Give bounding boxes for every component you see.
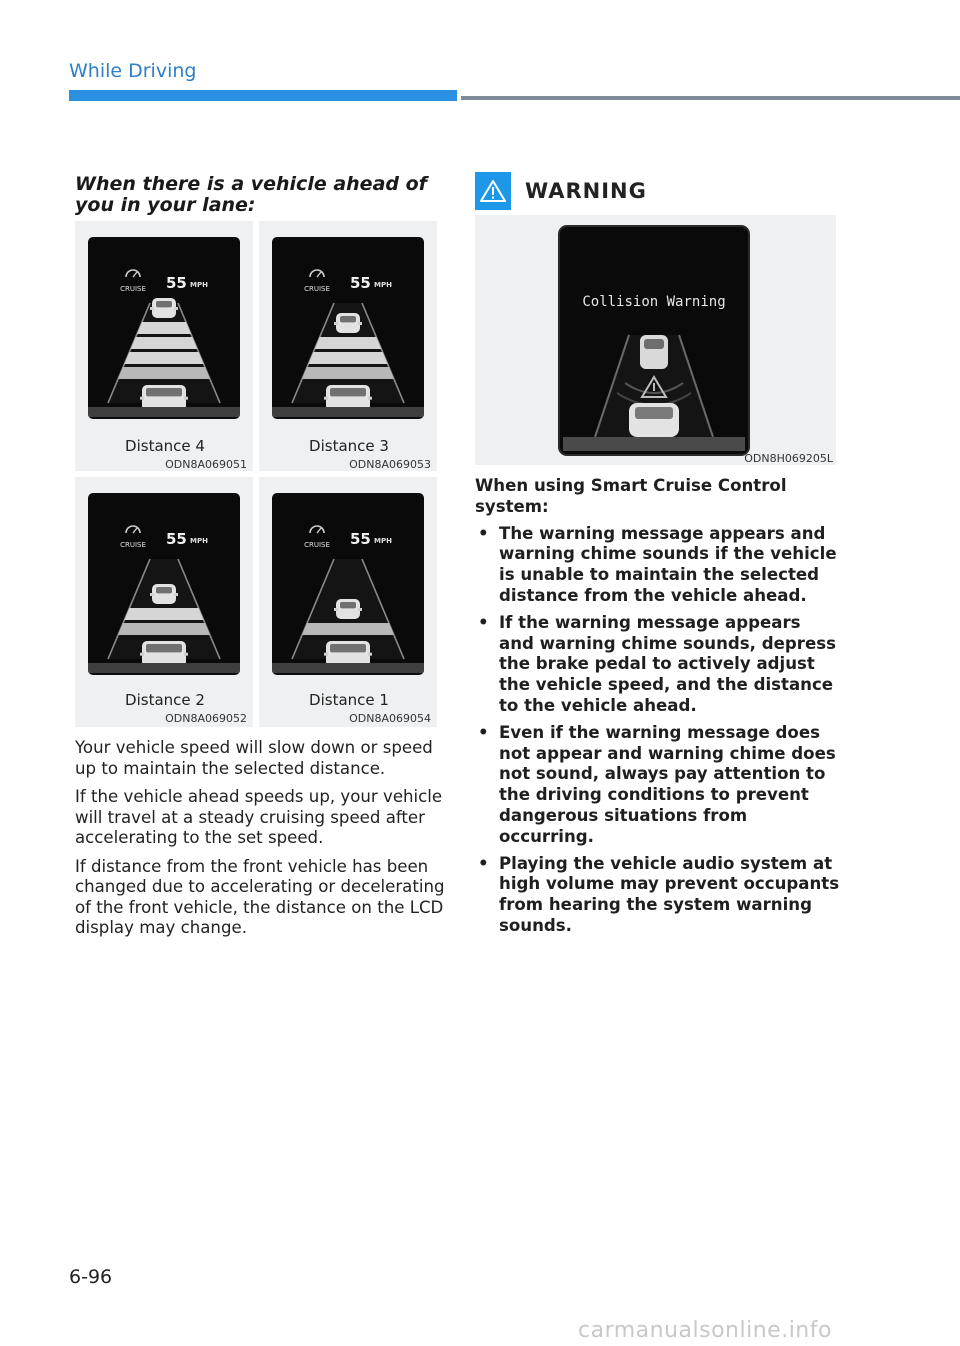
cruise-label: CRUISE (120, 541, 146, 549)
screen-warning-text: Collision Warning (582, 294, 726, 310)
bullet-glyph: • (478, 722, 489, 742)
bullet-text: Playing the vehicle audio system at high volume may prevent occupants from hearing the system warning sounds. (499, 853, 840, 935)
body-text (75, 738, 445, 947)
header-accent-rule (69, 90, 457, 101)
bullet-glyph: • (478, 523, 489, 543)
paragraph: If distance from the front vehicle has been changed due to accelerating or decelerating of the front vehicle, the distance on the LCD display may change. (75, 856, 445, 937)
figure-code: ODN8A069054 (349, 712, 431, 725)
speed-unit: MPH (190, 537, 208, 545)
subsection-heading: When there is a vehicle ahead of you in your lane: (75, 173, 427, 216)
watermark: carmanualsonline.info (578, 1318, 832, 1343)
figure-code: ODN8A069051 (165, 458, 247, 471)
bullet-glyph: • (478, 853, 489, 873)
cruise-gauge-icon (310, 270, 324, 277)
figure-code: ODN8A069052 (165, 712, 247, 725)
figure-distance-1 (259, 477, 437, 727)
speed-unit: MPH (190, 281, 208, 289)
cluster-bottom-strip (272, 407, 424, 417)
warning-intro: When using Smart Cruise Control system: (475, 476, 787, 516)
figure-label: Distance 1 (309, 691, 389, 709)
lead-vehicle (334, 313, 362, 333)
paragraph: Your vehicle speed will slow down or speed up to maintain the selected distance. (75, 738, 433, 778)
cluster-display (88, 237, 240, 419)
figure-distance-4 (75, 221, 253, 471)
list-item (475, 524, 840, 607)
cruise-label: CRUISE (304, 541, 330, 549)
cruise-label: CRUISE (304, 285, 330, 293)
bullet-text: Even if the warning message does not appear and warning chime does not sound, always pay attention to the driving conditions to prevent dangerous situations from occurring. (499, 722, 836, 846)
speed-unit: MPH (374, 537, 392, 545)
bullet-text: If the warning message appears and warning chime sounds, depress the brake pedal to actively adjust the vehicle speed, and the distance to the vehicle ahead. (499, 612, 836, 715)
cluster-svg (272, 237, 424, 419)
bullet-text: The warning message appears and warning chime sounds if the vehicle is unable to maintain the selected distance from the vehicle ahead. (499, 523, 837, 605)
cluster-display (272, 237, 424, 419)
figure-distance-2 (75, 477, 253, 727)
lead-vehicle (150, 298, 178, 318)
cluster-svg (88, 493, 240, 675)
speed-value: 55 (350, 530, 371, 548)
warning-triangle-icon (475, 172, 511, 210)
distance-bar (118, 367, 210, 379)
distance-bar (315, 337, 382, 349)
warning-header (475, 172, 647, 210)
distance-bar (124, 352, 203, 364)
header-divider-rule (461, 96, 960, 100)
warning-title: WARNING (525, 179, 647, 203)
speed-value: 55 (350, 274, 371, 292)
figure-distance-3 (259, 221, 437, 471)
section-title: While Driving (69, 60, 197, 82)
warning-body (475, 476, 840, 943)
speed-value: 55 (166, 274, 187, 292)
figure-label: Distance 4 (125, 437, 205, 455)
distance-bar (308, 352, 387, 364)
cruise-gauge-icon (310, 526, 324, 533)
list-item (475, 613, 840, 717)
distance-bar (131, 337, 198, 349)
list-item (475, 854, 840, 937)
distance-bar (302, 623, 394, 635)
distance-bar (124, 608, 203, 620)
figure-label: Distance 3 (309, 437, 389, 455)
cruise-label: CRUISE (120, 285, 146, 293)
distance-bar (302, 367, 394, 379)
cluster-bottom-strip (88, 663, 240, 673)
cruise-gauge-icon (126, 526, 140, 533)
cluster-bottom-strip (272, 663, 424, 673)
cluster-svg (272, 493, 424, 675)
paragraph: If the vehicle ahead speeds up, your vehicle will travel at a steady cruising speed after accelerating to the set speed. (75, 787, 443, 847)
collision-warning-figure (475, 215, 836, 465)
warning-bullet-list (475, 524, 840, 937)
cluster-svg (88, 237, 240, 419)
lead-vehicle (334, 599, 362, 619)
list-item (475, 723, 840, 848)
cluster-bottom-strip (88, 407, 240, 417)
page-number: 6-96 (69, 1266, 113, 1288)
speed-value: 55 (166, 530, 187, 548)
cluster-display (88, 493, 240, 675)
figure-label: Distance 2 (125, 691, 205, 709)
figure-code: ODN8H069205L (744, 452, 833, 465)
distance-bar (118, 623, 210, 635)
bullet-glyph: • (478, 612, 489, 632)
distance-bar (137, 322, 191, 334)
collision-warning-display (475, 215, 836, 465)
lead-vehicle (150, 584, 178, 604)
figure-code: ODN8A069053 (349, 458, 431, 471)
speed-unit: MPH (374, 281, 392, 289)
cruise-gauge-icon (126, 270, 140, 277)
cluster-display (272, 493, 424, 675)
